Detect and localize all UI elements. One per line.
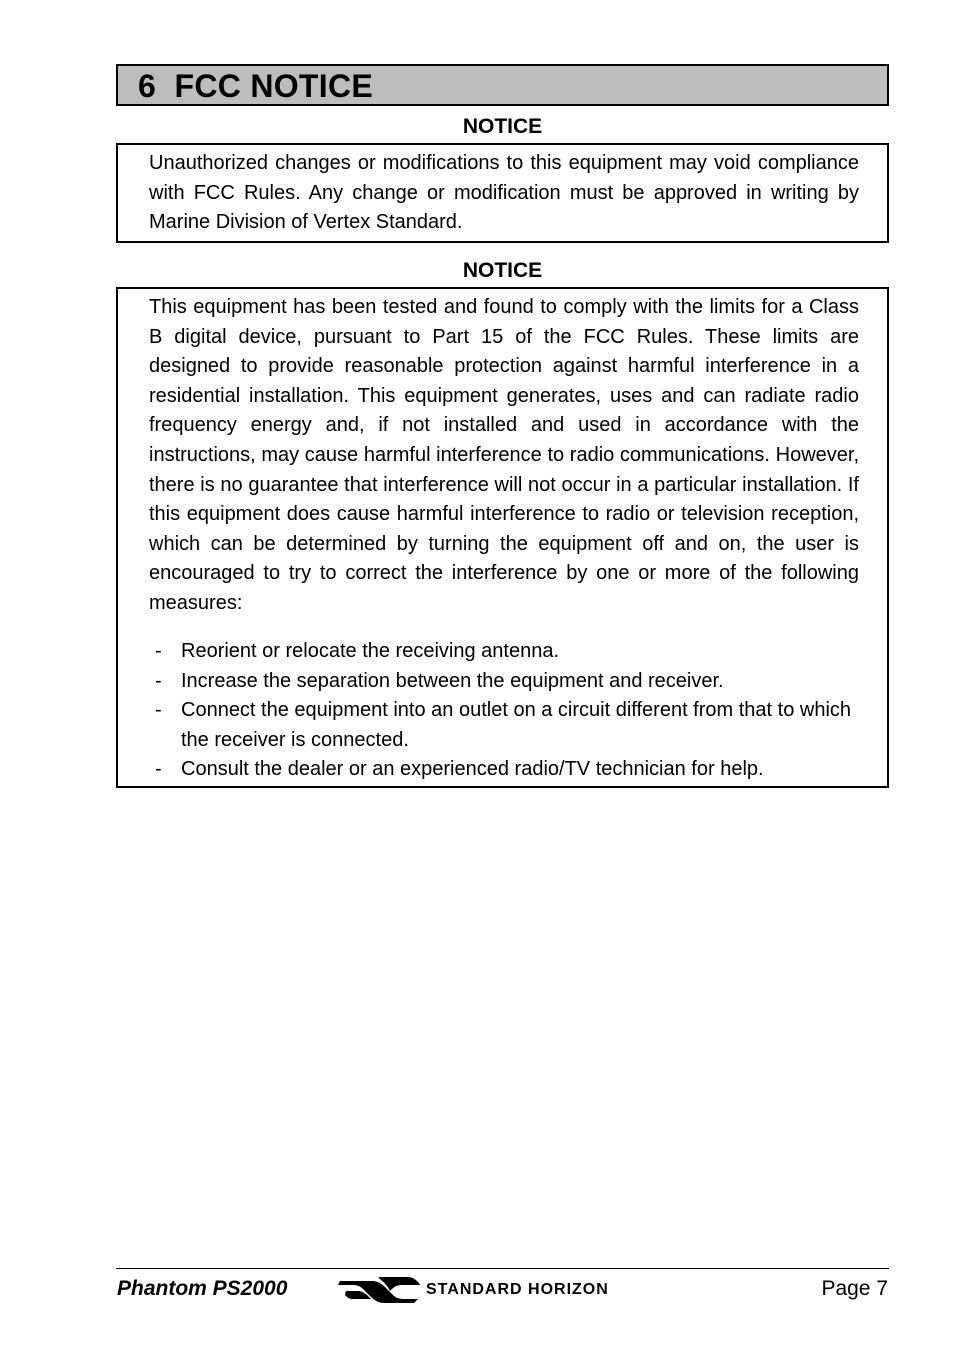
list-item — [149, 667, 884, 697]
notice-body-1: Unauthorized changes or modifications to this equipment may void compliance with FCC Rules. Any change or modification must be approved in writing by Marine Division of Vertex Standard. — [149, 152, 859, 234]
list-item — [149, 637, 884, 667]
measure-text: Connect the equipment into an outlet on a circuit different from that to which the receiver is connected. — [181, 699, 852, 751]
bullet-dash: - — [155, 758, 162, 781]
brand-logo — [338, 1277, 668, 1303]
notice-box-1 — [116, 143, 889, 243]
measure-text: Consult the dealer or an experienced radio/TV technician for help. — [181, 758, 764, 781]
bullet-dash: - — [155, 669, 162, 692]
list-item — [149, 696, 884, 755]
brand-name: STANDARD HORIZON — [426, 1281, 609, 1298]
page-number: Page 7 — [821, 1277, 888, 1300]
section-header — [116, 64, 889, 106]
footer-model-name: Phantom PS2000 — [117, 1277, 288, 1300]
brand-wave-icon — [338, 1277, 420, 1303]
list-item — [149, 755, 884, 785]
measure-text: Increase the separation between the equipment and receiver. — [181, 669, 724, 692]
notice-title-2: NOTICE — [462, 259, 543, 282]
notice-body-2: This equipment has been tested and found to comply with the limits for a Class B digital device, pursuant to Part 15 of the FCC Rules. These limits are designed to provide reasonable protection against harmful interference in a residential installation. This equipment generates, uses and can radiate radio frequency energy and, if not installed and used in accordance with the instructions, may cause harmful interference to radio communications. However, there is no guarantee that interference will not occur in a particular installation. If this equipment does cause harmful interference to radio or television reception, which can be determined by turning the equipment off and on, the user is encouraged to try to correct the interference by one or more of the following measures: — [149, 296, 859, 614]
measures-list — [149, 637, 884, 785]
bullet-dash: - — [155, 699, 162, 722]
notice-box-2 — [116, 287, 889, 788]
section-title: 6 FCC NOTICE — [138, 68, 374, 104]
measure-text: Reorient or relocate the receiving antenna. — [181, 640, 560, 662]
bullet-dash: - — [155, 640, 162, 662]
notice-title-1: NOTICE — [462, 115, 543, 138]
footer-divider — [116, 1268, 889, 1269]
